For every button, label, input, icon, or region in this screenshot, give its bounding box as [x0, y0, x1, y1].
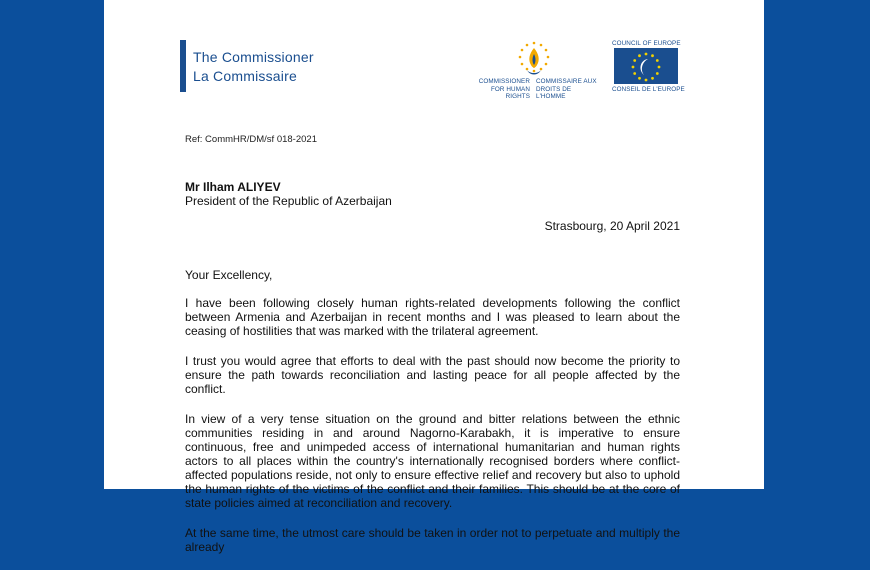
addressee-block: [185, 180, 392, 208]
council-of-europe-stars-icon: [614, 48, 678, 84]
letter-reference: Ref: CommHR/DM/sf 018-2021: [185, 134, 317, 145]
letter-date: Strasbourg, 20 April 2021: [544, 219, 680, 233]
paragraph: At the same time, the utmost care should be taken in order not to perpetuate and multiply the already: [185, 526, 680, 554]
paragraph: In view of a very tense situation on the ground and bitter relations between the ethnic communities residing in and around Nagorno-Karabakh, it is imperative to ensure continuous, free and unimpeded access of international humanitarian and human rights actors to all places within the country's internationally recognised borders where conflict-affected populations reside, not only to ensure effective relief and recovery but also to uphold the human rights of the victims of the conflict and their families. This should be at the core of state policies aimed at reconciliation and recovery.: [185, 412, 680, 510]
coe-caption-bottom: CONSEIL DE L'EUROPE: [612, 86, 685, 93]
salutation: Your Excellency,: [185, 268, 273, 282]
paragraph: I have been following closely human rights-related developments following the conflict between Armenia and Azerbaijan in recent months and I was pleased to learn about the ceasing of hostilities that was marked with the trilateral agreement.: [185, 296, 680, 338]
chr-caption-en: COMMISSIONER FOR HUMAN RIGHTS: [478, 78, 530, 100]
addressee-name: Mr Ilham ALIYEV: [185, 180, 281, 194]
council-of-europe-logo: [612, 40, 684, 96]
chr-caption-fr: COMMISSAIRE AUX DROITS DE L'HOMME: [536, 78, 597, 100]
addressee-title: President of the Republic of Azerbaijan: [185, 194, 392, 208]
commissioner-human-rights-logo: [470, 40, 600, 100]
letter-body: [185, 268, 680, 570]
coe-caption-top: COUNCIL OF EUROPE: [612, 40, 681, 47]
commissioner-title-en: The Commissioner: [193, 49, 314, 65]
paragraph: I trust you would agree that efforts to deal with the past should now become the priority to ensure the path towards reconciliation and lasting peace for all people affected by the conflict.: [185, 354, 680, 396]
commissioner-heading: [193, 48, 314, 86]
commissioner-accent-bar: [180, 40, 186, 92]
commissioner-title-fr: La Commissaire: [193, 68, 297, 84]
flame-icon: [516, 40, 552, 78]
letter-page: [104, 0, 764, 554]
